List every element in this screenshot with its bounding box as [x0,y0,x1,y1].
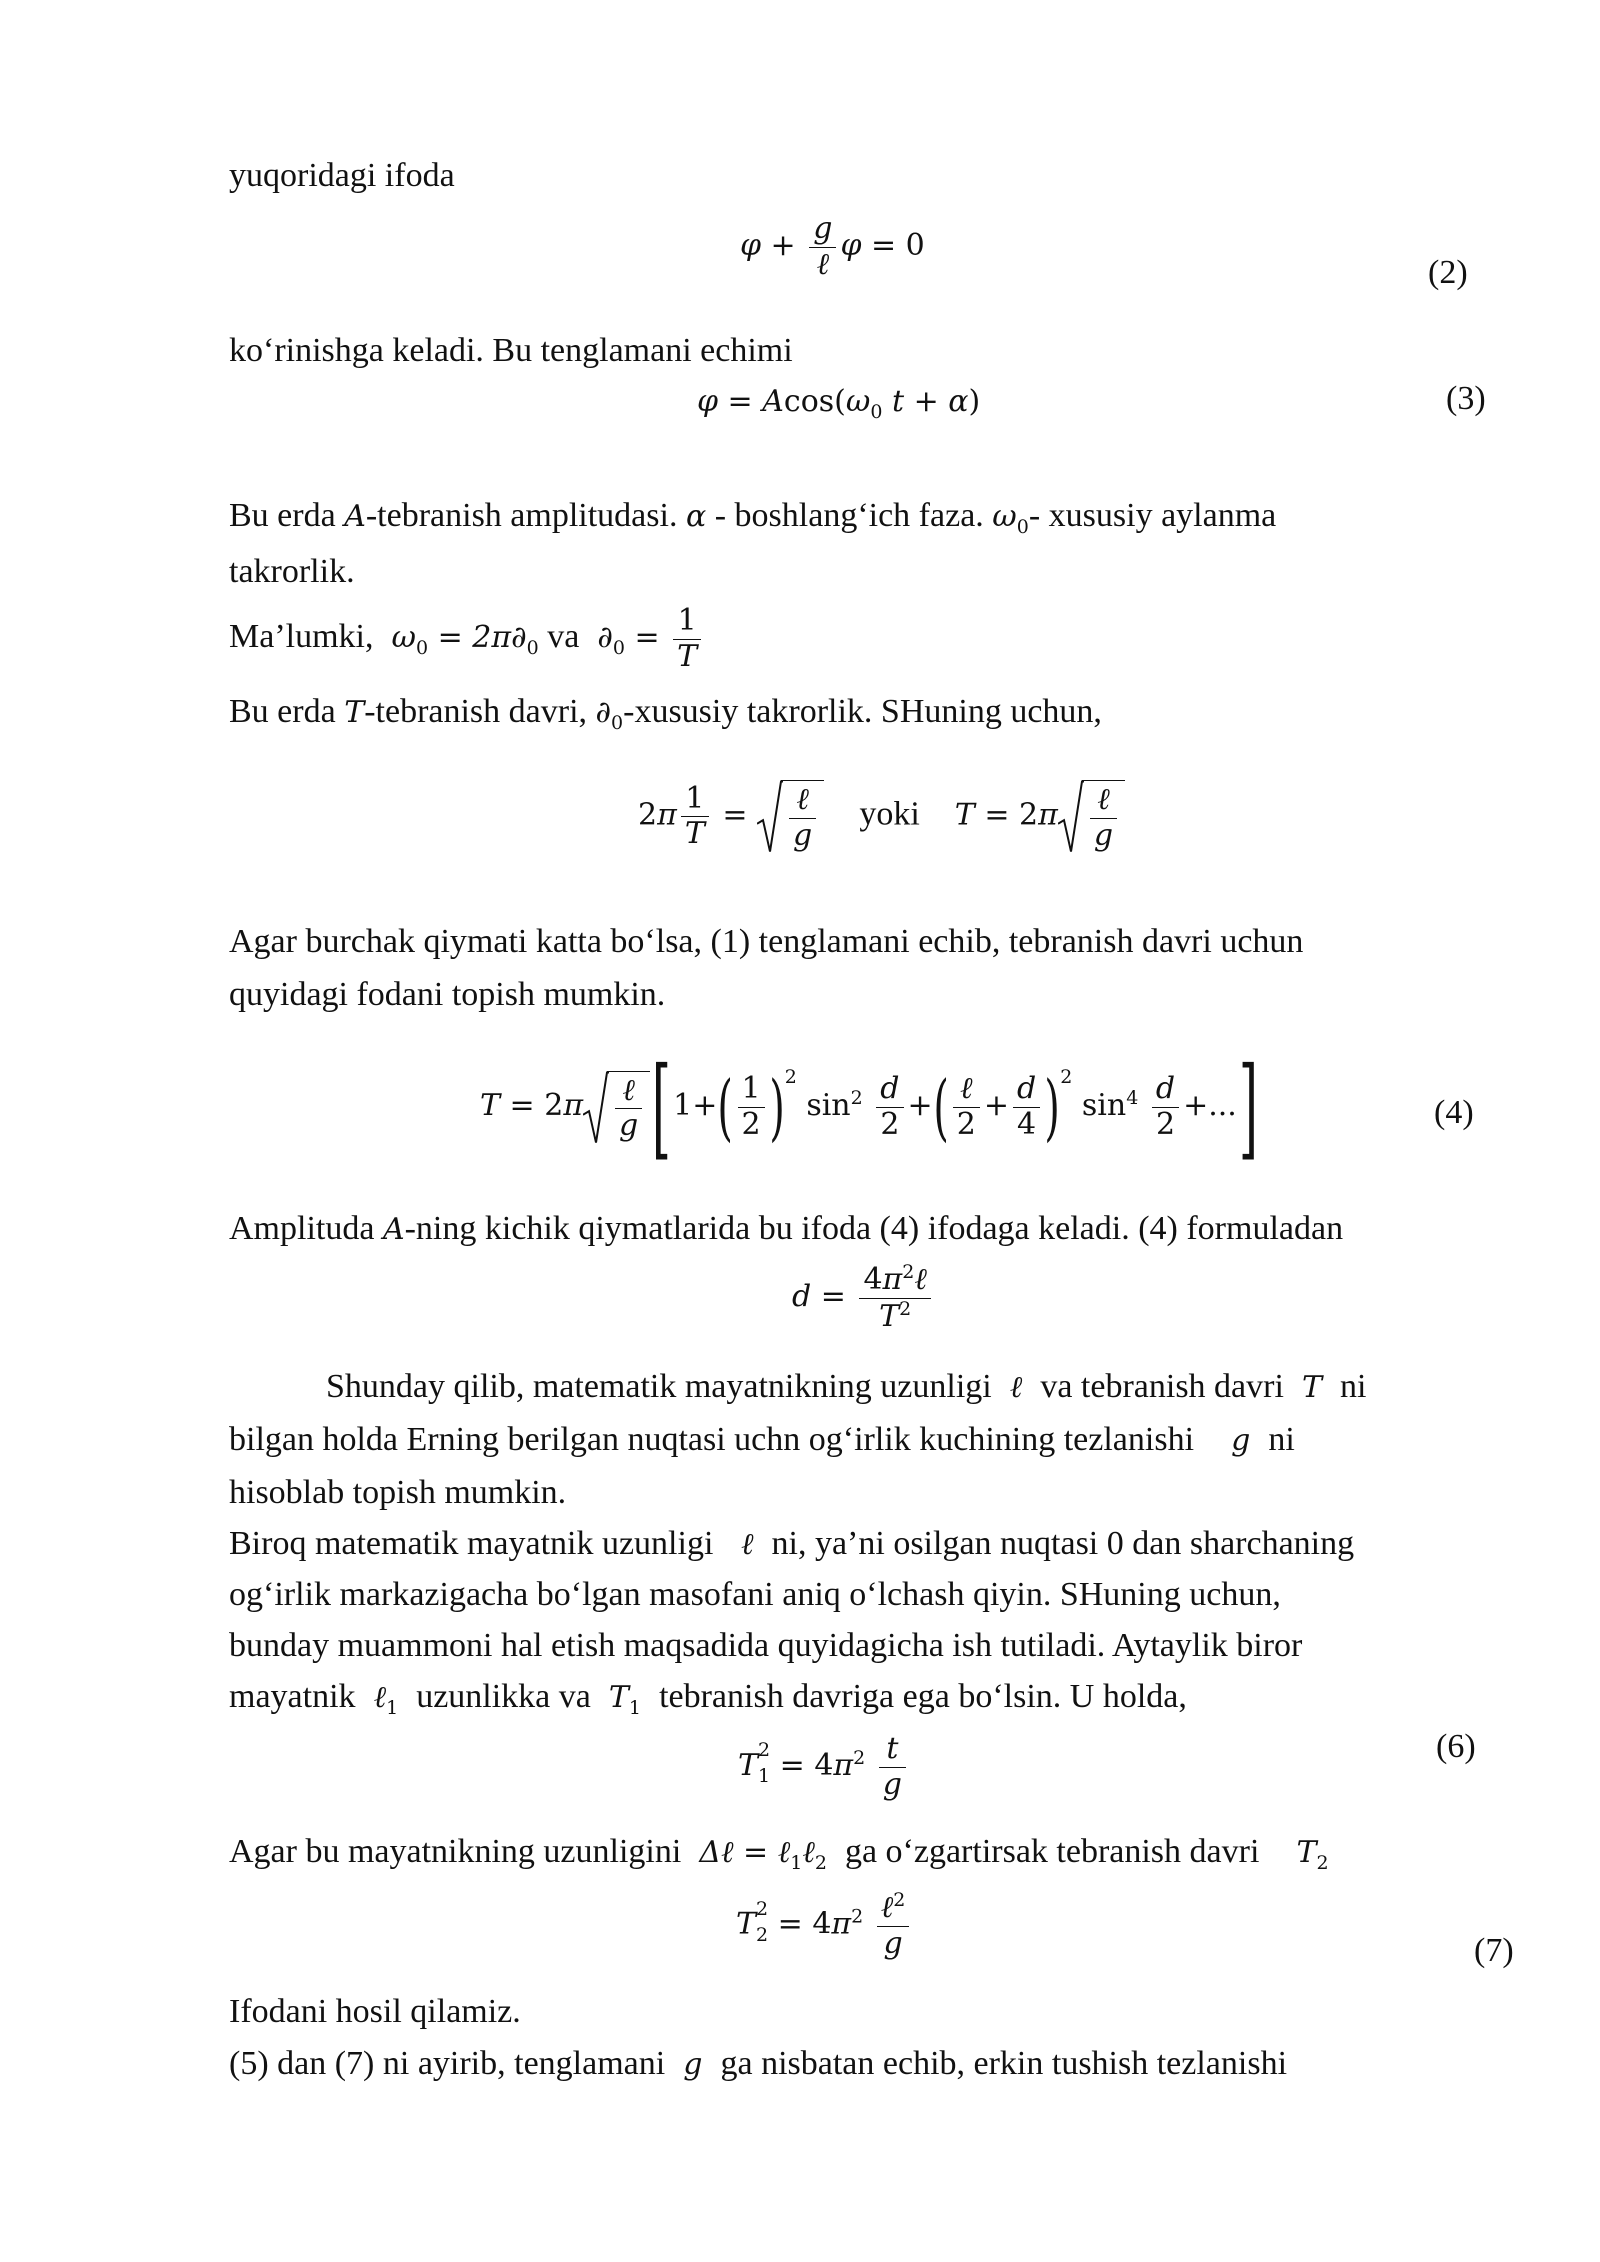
paragraph-line: og‘irlik markazigacha bo‘lgan masofani aniq o‘lchash qiyin. SHuning uchun, [229,1576,1281,1613]
paragraph-line: bilgan holda Erning berilgan nuqtasi uchn og‘irlik kuchining tezlanishi g ni [229,1421,1295,1458]
paragraph-line: Bu erda A-tebranish amplitudasi. α - boshlang‘ich faza. $\omega_0-$ xususiy aylanma [229,497,1277,538]
equation-number: (7) [1474,1932,1514,1969]
equation-number: (2) [1428,254,1468,291]
equation-number: (6) [1436,1728,1476,1765]
paragraph-line: takrorlik. [229,553,355,590]
paragraph-line: Agar burchak qiymati katta bo‘lsa, (1) tenglamani echib, tebranish davri uchun [229,923,1304,960]
paragraph-line: Agar bu mayatnikning uzunligini Δℓ = ℓ$_1$ℓ$_2$ ga o‘zgartirsak tebranish davri $T_2$ [229,1833,1329,1874]
paragraph-line: Ma’lumki, $\omega_0 = 2\pi\partial_0$ va $\partial_0$ = $\frac{1}{T}$ [229,604,705,674]
equation-4: T = 2π $\frac{\text{ℓ}}{g}$ [1+( $\frac{1}{2}$ )$^2$ $\sin^2$ $\frac{d}{2}$ +( $\frac{\text{ℓ}}{2}$ + $\frac{d}{4}$ )$^2$ $\sin^4$ $\frac{d}{2}$ +...] [480,1043,1258,1171]
yoki-label: yoki [859,795,920,833]
paragraph-line: mayatnik ℓ$_1$ uzunlikka va $T_1$ tebranish davriga ega bo‘lsin. U holda, [229,1678,1187,1719]
paragraph-line: Ifodani hosil qilamiz. [229,1993,521,2030]
paragraph-line: quyidagi fodani topish mumkin. [229,976,666,1013]
paragraph-line: ko‘rinishga keladi. Bu tenglamani echimi [229,332,793,369]
equation-5: d = $\frac{4\pi^2\ell}{T^2}$ [792,1262,935,1334]
equation-number: (4) [1434,1094,1474,1131]
paragraph-line: Bu erda T-tebranish davri, $\partial_0$-xususiy takrorlik. SHuning uchun, [229,693,1102,734]
paragraph-line: Amplituda A-ning kichik qiymatlarida bu ifoda (4) ifodaga keladi. (4) formuladan [229,1210,1344,1247]
equation-6: T $_{2 1} = 4\pi^2$ $\frac{t}{g}$ [738,1732,910,1802]
paragraph-line: yuqoridagi ifoda [229,157,455,194]
equation-3: $\varphi = Acos(\omega_0$ t + α) [697,384,981,423]
equation-7: T $_{2 2} = 4\pi^2$ $\frac{\ell^2}{g}$ [736,1890,913,1961]
equation-period: 2π $\frac{1}{T}$ = $\frac{\text{ℓ}}{g}$ yoki T = 2π $\frac{\text{ℓ}}{g}$ [638,780,1125,853]
equation-number: (3) [1446,380,1486,417]
paragraph-line: hisoblab topish mumkin. [229,1474,567,1511]
paragraph-line: (5) dan (7) ni ayirib, tenglamani g ga nisbatan echib, erkin tushish tezlanishi [229,2045,1288,2082]
equation-2: φ + $\frac{g}{\text{ℓ}}$ φ = 0 [740,211,925,282]
paragraph-line: Shunday qilib, matematik mayatnikning uzunligi ℓ va tebranish davri T ni [326,1368,1367,1405]
paragraph-line: Biroq matematik mayatnik uzunligi ℓ ni, ya’ni osilgan nuqtasi 0 dan sharchaning [229,1525,1355,1562]
paragraph-line: bunday muammoni hal etish maqsadida quyidagicha ish tutiladi. Aytaylik biror [229,1627,1303,1664]
